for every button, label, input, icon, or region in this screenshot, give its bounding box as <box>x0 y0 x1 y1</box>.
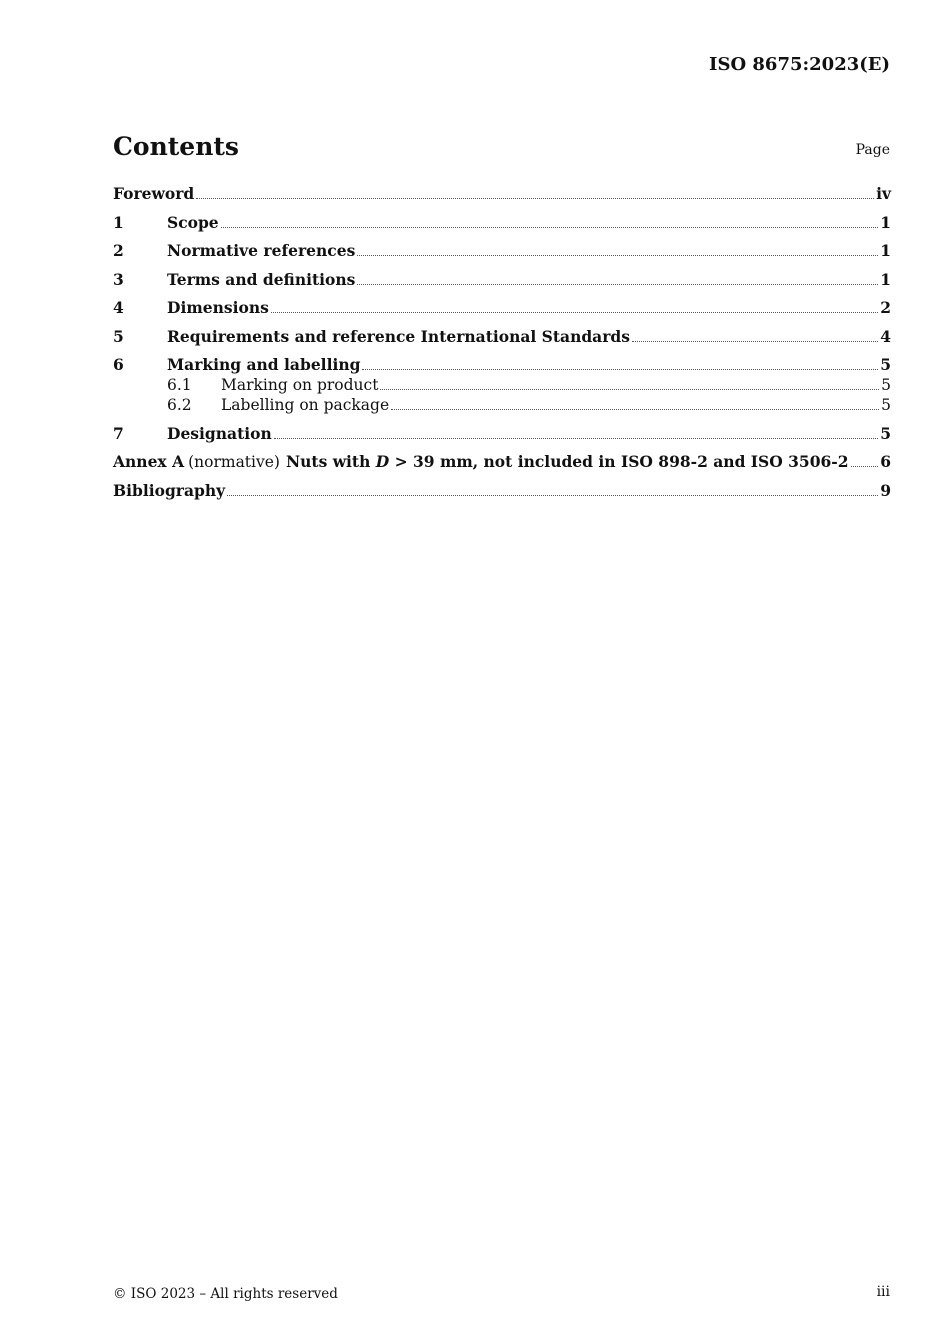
toc-entry-text: Bibliography <box>113 480 226 500</box>
toc-entry-requirements[interactable] <box>113 327 891 347</box>
toc-entry-normative-references[interactable] <box>113 241 891 261</box>
toc-entry-text: Terms and definitions <box>167 269 356 289</box>
dot-leader <box>380 389 879 390</box>
toc-entry-text: Normative references <box>167 241 356 260</box>
dot-leader <box>851 466 879 467</box>
dot-leader <box>391 409 879 410</box>
toc-entry-page: 5 <box>880 355 891 374</box>
toc-entry-number: 7 <box>113 423 124 443</box>
document-id: ISO 8675:2023(E) <box>709 54 890 75</box>
toc-entry-annex-a[interactable] <box>113 452 891 472</box>
footer-page-number: iii <box>876 1284 890 1300</box>
toc-entry-scope[interactable] <box>113 213 891 233</box>
toc-entry-text: Dimensions <box>167 298 269 317</box>
annex-title-variable: D <box>375 452 390 471</box>
toc-entry-number: 6.2 <box>167 396 192 414</box>
footer-copyright: © ISO 2023 – All rights reserved <box>113 1286 338 1302</box>
toc-entry-dimensions[interactable] <box>113 298 891 318</box>
toc-entry-page: 4 <box>880 326 891 346</box>
toc-entry-text: Foreword <box>113 184 195 203</box>
annex-title-start: Nuts with <box>285 452 376 471</box>
toc-entry-number: 6 <box>113 355 124 374</box>
toc-entry-text: Marking and labelling <box>167 355 361 374</box>
toc-entry-page: 5 <box>880 423 891 443</box>
toc-entry-page: 9 <box>880 480 891 500</box>
table-of-contents <box>113 184 891 501</box>
dot-leader <box>221 227 879 228</box>
toc-entry-number: 3 <box>113 269 124 289</box>
toc-entry-text: Scope <box>167 212 219 232</box>
toc-entry-page: 6 <box>880 452 891 471</box>
dot-leader <box>196 198 874 199</box>
toc-entry-text: Labelling on package <box>221 396 390 414</box>
contents-title: Contents <box>113 132 240 161</box>
toc-entry-text: Requirements and reference International Standards <box>167 326 630 346</box>
toc-entry-page: iv <box>876 184 891 203</box>
dot-leader <box>362 369 878 370</box>
toc-entry-page: 2 <box>880 298 891 317</box>
dot-leader <box>274 438 878 439</box>
toc-entry-number: 2 <box>113 241 124 260</box>
page-column-label: Page <box>855 142 890 158</box>
toc-entry-terms-and-definitions[interactable] <box>113 270 891 290</box>
dot-leader <box>357 255 878 256</box>
toc-entry-bibliography[interactable] <box>113 481 891 501</box>
toc-entry-page: 5 <box>881 396 891 414</box>
toc-entry-page: 1 <box>880 212 891 232</box>
toc-subentry-marking-on-product[interactable] <box>113 375 891 395</box>
toc-entry-text: Marking on product <box>221 376 379 394</box>
toc-entry-marking-and-labelling[interactable] <box>113 355 891 375</box>
annex-label: Annex A (normative) Nuts with D > 39 mm, not included in ISO 898-2 and ISO 3506-2 <box>113 452 849 471</box>
toc-entry-page: 1 <box>880 269 891 289</box>
toc-entry-number: 4 <box>113 298 124 317</box>
toc-entry-page: 5 <box>881 376 891 394</box>
toc-entry-number: 6.1 <box>167 376 192 394</box>
dot-leader <box>271 312 878 313</box>
toc-entry-number: 1 <box>113 212 124 232</box>
dot-leader <box>357 284 878 285</box>
toc-entry-foreword[interactable] <box>113 184 891 204</box>
toc-subentry-labelling-on-package[interactable] <box>113 395 891 415</box>
toc-entry-text: Designation <box>167 423 272 443</box>
annex-kind: (normative) <box>188 453 280 471</box>
dot-leader <box>632 341 878 342</box>
toc-entry-designation[interactable] <box>113 424 891 444</box>
dot-leader <box>227 495 878 496</box>
toc-entry-number: 5 <box>113 326 124 346</box>
toc-entry-page: 1 <box>880 241 891 260</box>
annex-title-end: > 39 mm, not included in ISO 898-2 and ISO 3506-2 <box>389 452 849 471</box>
